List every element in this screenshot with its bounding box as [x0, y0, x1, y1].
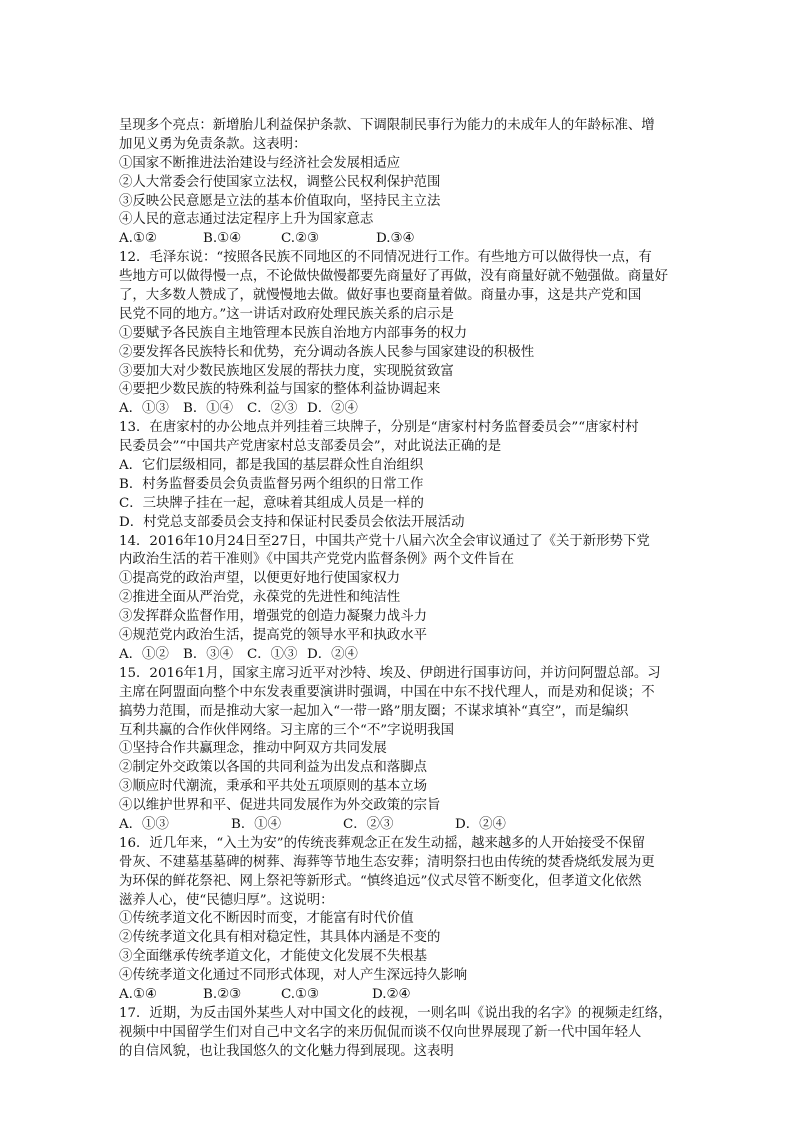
answer-choice: D．②④	[307, 401, 358, 417]
text-line: 主席在阿盟面向整个中东发表重要演讲时强调，中国在中东不找代理人，而是劝和促谈；不	[119, 684, 655, 700]
answer-choice: A.①④	[119, 986, 157, 1002]
answer-choice: B.②③	[203, 986, 242, 1002]
text-line: 的自信风貌，也让我国悠久的文化魅力得到展现。这表明	[119, 1043, 454, 1059]
text-line: 些地方可以做得慢一点，不论做快做慢都要先商量好了再做，没有商量好就不勉强做。商量好	[119, 269, 669, 285]
text-line: 17．近期，为反击国外某些人对中国文化的歧视，一则名叫《说出我的名字》的视频走红络，	[119, 1005, 672, 1021]
answer-choice: C．②③	[343, 816, 394, 832]
text-line: 民党不同的地方。”这一讲话对政府处理民族关系的启示是	[119, 306, 454, 322]
text-line: B．村务监督委员会负责监督另两个组织的日常工作	[119, 476, 424, 492]
text-line: ②传统孝道文化具有相对稳定性，其具体内涵是不变的	[119, 930, 441, 946]
text-line: 骨灰、不建墓基墓碑的树葬、海葬等节地生态安葬；清明祭扫也由传统的焚香烧纸发展为更	[119, 854, 655, 870]
text-line: ③要加大对少数民族地区发展的帮扶力度，实现脱贫致富	[119, 363, 454, 379]
text-line: 内政治生活的若干准则》《中国共产党党内监督条例》两个文件旨在	[119, 552, 515, 568]
answer-choice: A.①②	[119, 231, 157, 247]
text-line: ④规范党内政治生活，提高党的领导水平和执政水平	[119, 628, 427, 644]
answer-choice: B.①④	[203, 231, 242, 247]
answer-choice: D．②④	[307, 646, 358, 662]
answer-choice: A．①③	[119, 401, 169, 417]
answer-choices	[119, 986, 679, 1005]
text-line: ①传统孝道文化不断因时而变，才能富有时代价值	[119, 911, 414, 927]
text-line: ④以维护世界和平、促进共同发展作为外交政策的宗旨	[119, 798, 441, 814]
answer-choice: A．①②	[119, 646, 169, 662]
text-line: ②制定外交政策以各国的共同利益为出发点和落脚点	[119, 760, 427, 776]
answer-choice: B．①④	[183, 401, 234, 417]
text-line: ④传统孝道文化通过不同形式体现，对人产生深远持久影响	[119, 968, 468, 984]
answer-choices	[119, 400, 679, 419]
text-line: 加见义勇为免责条款。这表明：	[119, 136, 307, 152]
answer-choice: B．③④	[183, 646, 234, 662]
text-line: ②要发挥各民族特长和优势，充分调动各族人民参与国家建设的积极性	[119, 344, 535, 360]
text-line: C．三块牌子挂在一起，意味着其组成人员是一样的	[119, 495, 424, 511]
text-line: ③全面继承传统孝道文化，才能使文化发展不失根基	[119, 949, 427, 965]
text-line: 了，大多数人赞成了，就慢慢地去做。做好事也要商量着做。商量办事，这是共产党和国	[119, 288, 642, 304]
text-line: 15．2016年1月，国家主席习近平对沙特、埃及、伊朗进行国事访问，并访问阿盟总部。习	[119, 665, 661, 681]
text-line: ①国家不断推进法治建设与经济社会发展相适应	[119, 155, 401, 171]
text-line: D．村党总支部委员会支持和保证村民委员会依法开展活动	[119, 514, 465, 530]
answer-choice: C．①③	[247, 646, 298, 662]
text-line: ③发挥群众监督作用，增强党的创造力凝聚力战斗力	[119, 609, 427, 625]
answer-choice: B．①④	[231, 816, 282, 832]
text-line: 13．在唐家村的办公地点并列挂着三块牌子，分别是“唐家村村务监督委员会”“唐家村村	[119, 420, 639, 436]
text-line: ③反映公民意愿是立法的基本价值取向，坚持民主立法	[119, 193, 441, 209]
answer-choice: D.②④	[372, 986, 411, 1002]
text-line: 视频中中国留学生们对自己中文名字的来历侃侃而谈不仅向世界展现了新一代中国年轻人	[119, 1024, 642, 1040]
answer-choices	[119, 646, 679, 665]
text-line: ①坚持合作共赢理念，推动中阿双方共同发展	[119, 741, 387, 757]
text-line: ④人民的意志通过法定程序上升为国家意志	[119, 212, 374, 228]
answer-choice: D.③④	[376, 231, 415, 247]
answer-choice: C.①③	[281, 986, 320, 1002]
answer-choice: C.②③	[281, 231, 320, 247]
answer-choices	[119, 816, 679, 835]
answer-choice: C．②③	[247, 401, 298, 417]
answer-choice: A．①③	[119, 816, 169, 832]
document-page	[119, 117, 679, 1062]
text-line: ③顺应时代潮流，秉承和平共处五项原则的基本立场	[119, 779, 427, 795]
text-line: ①要赋予各民族自主地管理本民族自治地方内部事务的权力	[119, 325, 468, 341]
text-line: 搞势力范围，而是推动大家一起加入“一带一路”朋友圈；不谋求填补“真空”，而是编织	[119, 703, 629, 719]
text-line: ②人大常委会行使国家立法权，调整公民权利保护范围	[119, 174, 441, 190]
text-line: 16．近几年来，“入土为安”的传统丧葬观念正在发生动摇，越来越多的人开始接受不保留	[119, 835, 646, 851]
text-line: 为环保的鲜花祭祀、网上祭祀等新形式。“慎终追远”仪式尽管不断变化，但孝道文化依然	[119, 873, 642, 889]
text-line: ④要把少数民族的特殊利益与国家的整体利益协调起来	[119, 382, 441, 398]
text-line: 滋养人心，使“民德归厚”。这说明：	[119, 892, 334, 908]
text-line: 12．毛泽东说：“按照各民族不同地区的不同情况进行工作。有些地方可以做得快一点，有	[119, 250, 652, 266]
text-line: ①提高党的政治声望，以便更好地行使国家权力	[119, 571, 401, 587]
answer-choice: D．②④	[455, 816, 506, 832]
text-line: 呈现多个亮点：新增胎儿利益保护条款、下调限制民事行为能力的未成年人的年龄标准、增	[119, 118, 655, 133]
text-line: ②推进全面从严治党，永葆党的先进性和纯洁性	[119, 590, 401, 606]
answer-choices	[119, 230, 679, 249]
text-line: 民委员会”“中国共产党唐家村总支部委员会”，对此说法正确的是	[119, 439, 502, 455]
text-line: 互利共赢的合作伙伴网络。习主席的三个“不”字说明我国	[119, 722, 455, 738]
text-line: 14．2016年10月24日至27日，中国共产党十八届六次全会审议通过了《关于新形势下党	[119, 533, 650, 549]
text-line: A．它们层级相同，都是我国的基层群众性自治组织	[119, 458, 424, 474]
